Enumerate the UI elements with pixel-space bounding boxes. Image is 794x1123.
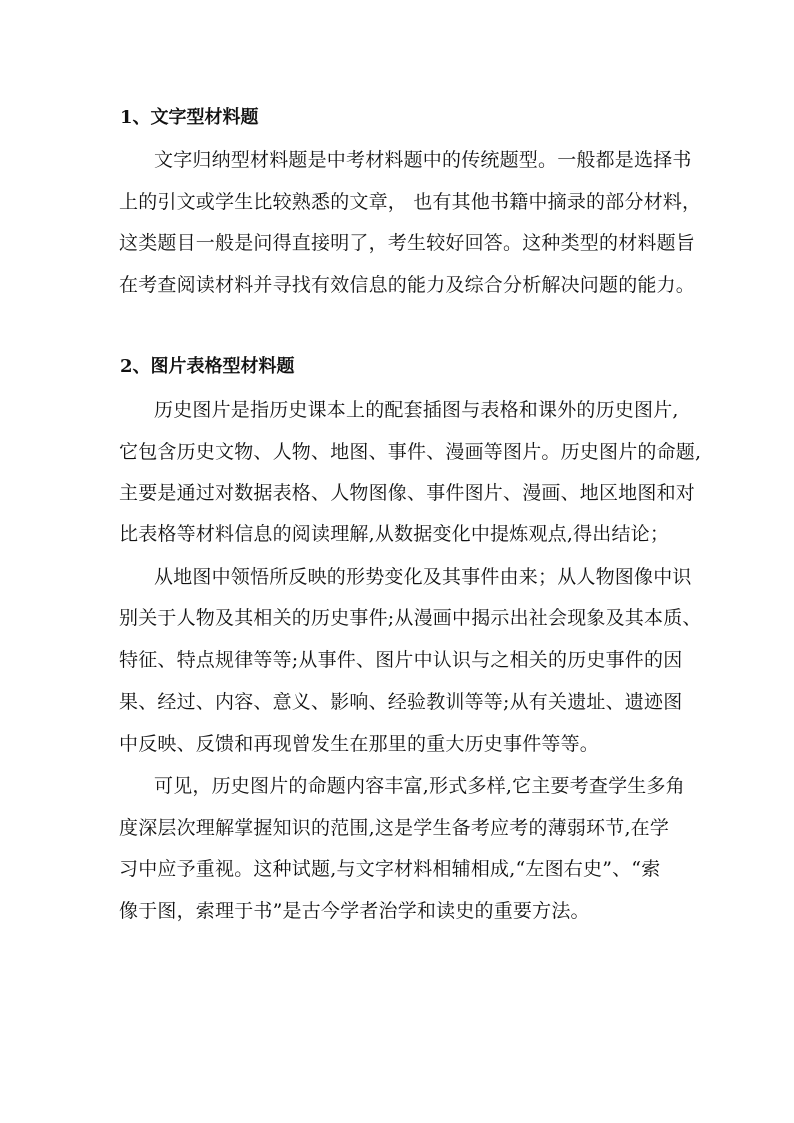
- section-2-line: 度深层次理解掌握知识的范围,这是学生备考应考的薄弱环节,在学: [119, 817, 670, 839]
- section-1-line: 文字归纳型材料题是中考材料题中的传统题型。一般都是选择书: [154, 149, 692, 171]
- section-2-line: 历史图片是指历史课本上的配套插图与表格和课外的历史图片,: [154, 399, 679, 421]
- section-2-line: 从地图中领悟所反映的形势变化及其事件由来；从人物图像中识: [154, 566, 692, 588]
- section-2-line: 别关于人物及其相关的历史事件;从漫画中揭示出社会现象及其本质、: [119, 607, 702, 629]
- section-2-heading: 2、图片表格型材料题: [120, 356, 295, 377]
- section-2-line: 特征、特点规律等等;从事件、图片中认识与之相关的历史事件的因: [119, 649, 683, 671]
- section-1-line: 在考查阅读材料并寻找有效信息的能力及综合分析解决问题的能力。: [119, 274, 696, 296]
- section-2-line: 像于图，索理于书”是古今学者治学和读史的重要方法。: [119, 900, 590, 922]
- section-2-line: 果、经过、内容、意义、影响、经验教训等等;从有关遗址、遗迹图: [119, 691, 683, 713]
- section-1-line: 上的引文或学生比较熟悉的文章， 也有其他书籍中摘录的部分材料，: [119, 191, 702, 213]
- section-2-line: 比表格等材料信息的阅读理解,从数据变化中提炼观点,得出结论；: [119, 523, 670, 545]
- section-2-line: 习中应予重视。这种试题,与文字材料相辅相成,“左图右史”、“索: [119, 858, 661, 880]
- section-2-line: 可见，历史图片的命题内容丰富,形式多样,它主要考查学生多角: [154, 775, 685, 797]
- section-2-line: 主要是通过对数据表格、人物图像、事件图片、漫画、地区地图和对: [119, 482, 696, 504]
- section-1-line: 这类题目一般是问得直接明了，考生较好回答。这种类型的材料题旨: [119, 232, 696, 254]
- section-2-line: 中反映、反馈和再现曾发生在那里的重大历史事件等等。: [119, 733, 600, 755]
- section-1-heading: 1、文字型材料题: [120, 107, 259, 128]
- section-2-line: 它包含历史文物、人物、地图、事件、漫画等图片。历史图片的命题,: [119, 441, 702, 463]
